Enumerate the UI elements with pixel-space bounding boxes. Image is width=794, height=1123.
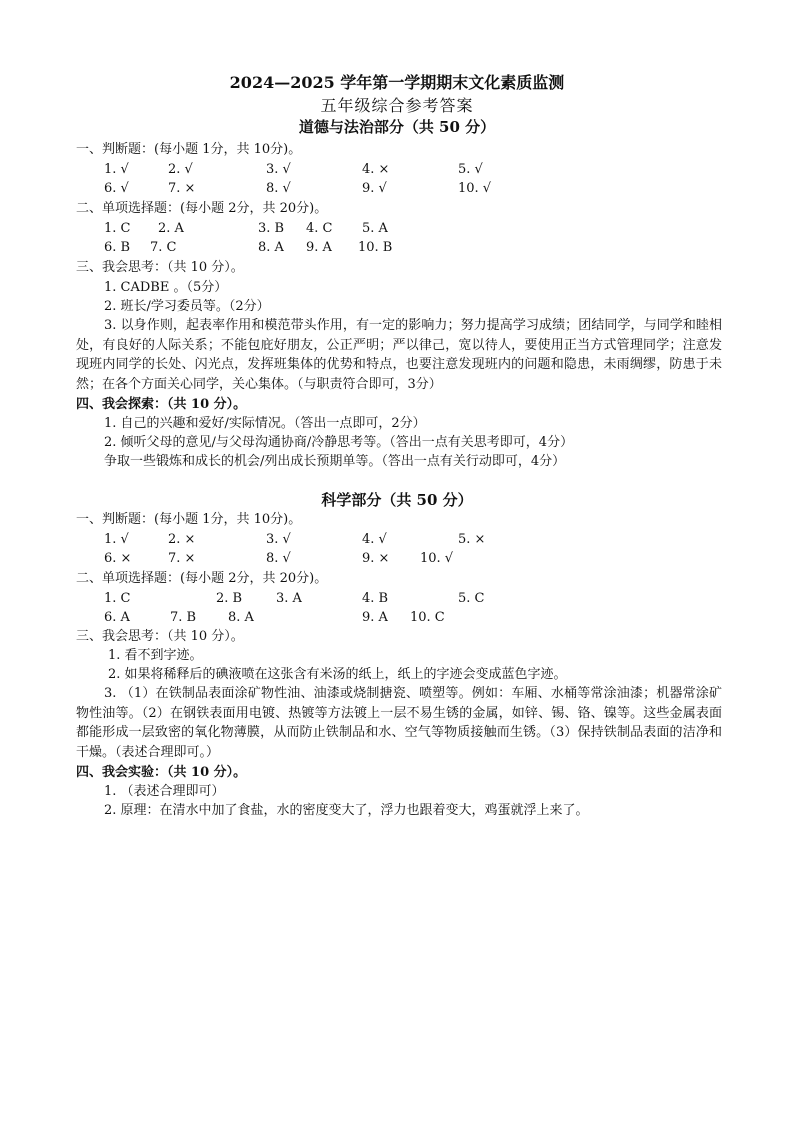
answer-item: 10. B bbox=[358, 240, 393, 255]
answer-item: 5. C bbox=[458, 591, 485, 606]
answer-item: 8. A bbox=[258, 240, 284, 255]
answer-item: 2. √ bbox=[168, 162, 193, 177]
answer-item: 3. √ bbox=[266, 162, 291, 177]
answer-item: 5. A bbox=[362, 221, 388, 236]
science-thinking-answer-2: 2. 如果将稀释后的碘液喷在这张含有米汤的纸上，纸上的字迹会变成蓝色字迹。 bbox=[108, 667, 567, 682]
answer-item: 8. √ bbox=[266, 551, 291, 566]
answer-item: 4. B bbox=[362, 591, 389, 606]
science-experiment-answer-1: 1. （表述合理即可） bbox=[104, 784, 225, 799]
answer-item: 8. A bbox=[228, 610, 254, 625]
moral-choice-heading: 二、单项选择题：(每小题 2分，共 20分)。 bbox=[76, 201, 328, 216]
answer-item: 5. × bbox=[458, 532, 486, 547]
moral-judgment-heading: 一、判断题：(每小题 1分，共 10分)。 bbox=[76, 142, 302, 157]
answer-item: 1. C bbox=[104, 221, 131, 236]
answer-item: 6. × bbox=[104, 551, 132, 566]
answer-item: 3. √ bbox=[266, 532, 291, 547]
answer-item: 7. C bbox=[150, 240, 177, 255]
science-experiment-answer-2: 2. 原理：在清水中加了食盐，水的密度变大了，浮力也跟着变大，鸡蛋就浮上来了。 bbox=[104, 803, 589, 818]
moral-explore-heading: 四、我会探索：（共 10 分）。 bbox=[76, 397, 247, 412]
answer-item: 3. B bbox=[258, 221, 285, 236]
answer-item: 1. √ bbox=[104, 162, 129, 177]
science-thinking-heading: 三、我会思考：（共 10 分）。 bbox=[76, 629, 244, 644]
answer-item: 1. C bbox=[104, 591, 131, 606]
moral-thinking-answer-2: 2. 班长/学习委员等。（2分） bbox=[104, 299, 270, 314]
answer-item: 4. C bbox=[306, 221, 333, 236]
section-title-science: 科学部分（共 50 分） bbox=[321, 491, 473, 509]
answer-item: 10. √ bbox=[458, 181, 492, 196]
answer-item: 7. × bbox=[168, 551, 196, 566]
moral-explore-answer-2: 2. 倾听父母的意见/与父母沟通协商/冷静思考等。（答出一点有关思考即可，4分） bbox=[104, 435, 574, 450]
answer-item: 9. A bbox=[306, 240, 332, 255]
answer-item: 10. C bbox=[410, 610, 445, 625]
answer-item: 10. √ bbox=[420, 551, 454, 566]
document-title: 2024—2025 学年第一学期期末文化素质监测 bbox=[229, 73, 565, 92]
answer-item: 9. √ bbox=[362, 181, 387, 196]
moral-thinking-answer-1: 1. CADBE 。（5分） bbox=[104, 280, 228, 295]
answer-item: 6. B bbox=[104, 240, 131, 255]
moral-explore-answer-1: 1. 自己的兴趣和爱好/实际情况。（答出一点即可，2分） bbox=[104, 416, 426, 431]
answer-item: 6. A bbox=[104, 610, 130, 625]
answer-item: 7. B bbox=[170, 610, 197, 625]
answer-item: 9. × bbox=[362, 551, 390, 566]
answer-item: 1. √ bbox=[104, 532, 129, 547]
science-thinking-answer-1: 1. 看不到字迹。 bbox=[108, 648, 203, 663]
answer-item: 4. √ bbox=[362, 532, 387, 547]
science-judgment-heading: 一、判断题：(每小题 1分，共 10分)。 bbox=[76, 512, 302, 527]
answer-item: 2. × bbox=[168, 532, 196, 547]
answer-item: 9. A bbox=[362, 610, 388, 625]
science-choice-heading: 二、单项选择题：(每小题 2分，共 20分)。 bbox=[76, 571, 328, 586]
section-title-moral: 道德与法治部分（共 50 分） bbox=[298, 118, 496, 136]
answer-item: 2. A bbox=[158, 221, 184, 236]
answer-item: 3. A bbox=[276, 591, 302, 606]
answer-item: 8. √ bbox=[266, 181, 291, 196]
moral-explore-answer-2b: 争取一些锻炼和成长的机会/列出成长预期单等。（答出一点有关行动即可，4分） bbox=[104, 454, 566, 469]
answer-item: 2. B bbox=[216, 591, 243, 606]
answer-item: 7. × bbox=[168, 181, 196, 196]
answer-item: 6. √ bbox=[104, 181, 129, 196]
science-thinking-answer-3: 3. （1）在铁制品表面涂矿物性油、油漆或烧制搪瓷、喷塑等。例如：车厢、水桶等常涂油漆；机器常涂矿物性油等。（2）在钢铁表面用电镀、热镀等方法镀上一层不易生锈的金属，如锌、锡、铬、镍等。这些金属表面都能形成一层致密的氧化物薄膜，从而防止铁制品和水、空气等物质接触而生锈。（3）保持铁制品表面的洁净和干燥。（表述合理即可。） bbox=[76, 686, 722, 760]
moral-thinking-answer-3: 3. 以身作则，起表率作用和模范带头作用，有一定的影响力；努力提高学习成绩；团结同学，与同学和睦相处，有良好的人际关系；不能包庇好朋友，公正严明；严以律己，宽以待人，要使用正当方式管理同学；注意发现班内同学的长处、闪光点，发挥班集体的优势和特点，也要注意发现班内的问题和隐患，未雨绸缪，防患于未然；在各个方面关心同学，关心集体。（与职责符合即可，3分） bbox=[76, 318, 722, 392]
science-experiment-heading: 四、我会实验：（共 10 分）。 bbox=[76, 765, 247, 780]
answer-item: 5. √ bbox=[458, 162, 483, 177]
document-subtitle: 五年级综合参考答案 bbox=[320, 96, 474, 115]
answer-item: 4. × bbox=[362, 162, 390, 177]
moral-thinking-heading: 三、我会思考：（共 10 分）。 bbox=[76, 260, 244, 275]
